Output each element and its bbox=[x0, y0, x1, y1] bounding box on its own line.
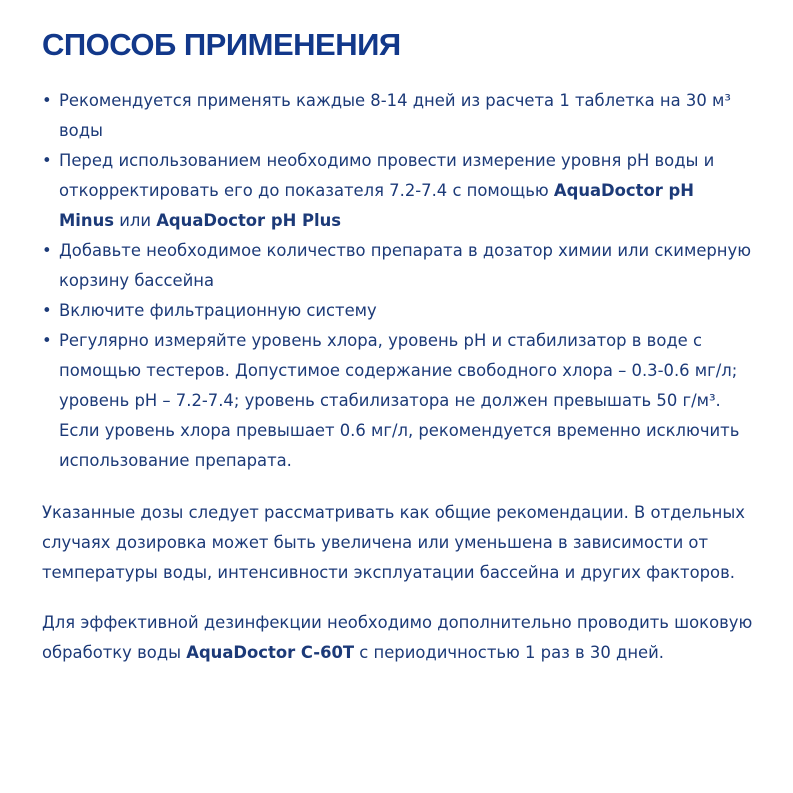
bullet-icon: • bbox=[42, 151, 52, 170]
list-item-text: Регулярно измеряйте уровень хлора, уровень рН и стабилизатор в воде с помощью тестеров. Допустимое содержание свободного хлора – 0.3-0.6 мг/л; уровень рН – 7.2-7.4; уровень стабилизатора не должен превышать 50 г/м³. Если уровень хлора превышает 0.6 мг/л, рекомендуется временно исключить использование препарата. bbox=[59, 331, 740, 470]
instructions-list bbox=[42, 86, 753, 476]
paragraph-text: с периодичностью 1 раз в 30 дней. bbox=[354, 643, 664, 662]
list-item-text: Добавьте необходимое количество препарата в дозатор химии или скимерную корзину бассейна bbox=[59, 241, 752, 290]
product-name-c60t: AquaDoctor C-60T bbox=[186, 643, 355, 662]
page-title: СПОСОБ ПРИМЕНЕНИЯ bbox=[42, 27, 401, 62]
product-name-ph-minus: AquaDoctor pH Minus bbox=[59, 181, 694, 230]
list-item-text: Рекомендуется применять каждые 8-14 дней из расчета 1 таблетка на 30 м³ воды bbox=[59, 91, 731, 140]
bullet-icon: • bbox=[42, 331, 52, 350]
list-item-connector: или bbox=[114, 211, 157, 230]
list-item bbox=[42, 86, 753, 146]
dosage-note-paragraph: Указанные дозы следует рассматривать как общие рекомендации. В отдельных случаях дозировка может быть увеличена или уменьшена в зависимости от температуры воды, интенсивности эксплуатации бассейна и других факторов. bbox=[42, 503, 745, 582]
list-item-text: Перед использованием необходимо провести измерение уровня рН воды и откорректировать его до показателя 7.2-7.4 с помощью bbox=[59, 151, 715, 200]
shock-treatment-paragraph bbox=[42, 608, 753, 668]
bullet-icon: • bbox=[42, 301, 52, 320]
product-name-ph-plus: AquaDoctor pH Plus bbox=[156, 211, 342, 230]
bullet-icon: • bbox=[42, 91, 52, 110]
list-item-text: Включите фильтрационную систему bbox=[59, 301, 377, 320]
bullet-icon: • bbox=[42, 241, 52, 260]
list-item bbox=[42, 296, 753, 326]
list-item bbox=[42, 236, 753, 296]
list-item bbox=[42, 146, 753, 236]
paragraph-text: Для эффективной дезинфекции необходимо дополнительно проводить шоковую обработку воды bbox=[42, 613, 753, 662]
list-item bbox=[42, 326, 753, 476]
